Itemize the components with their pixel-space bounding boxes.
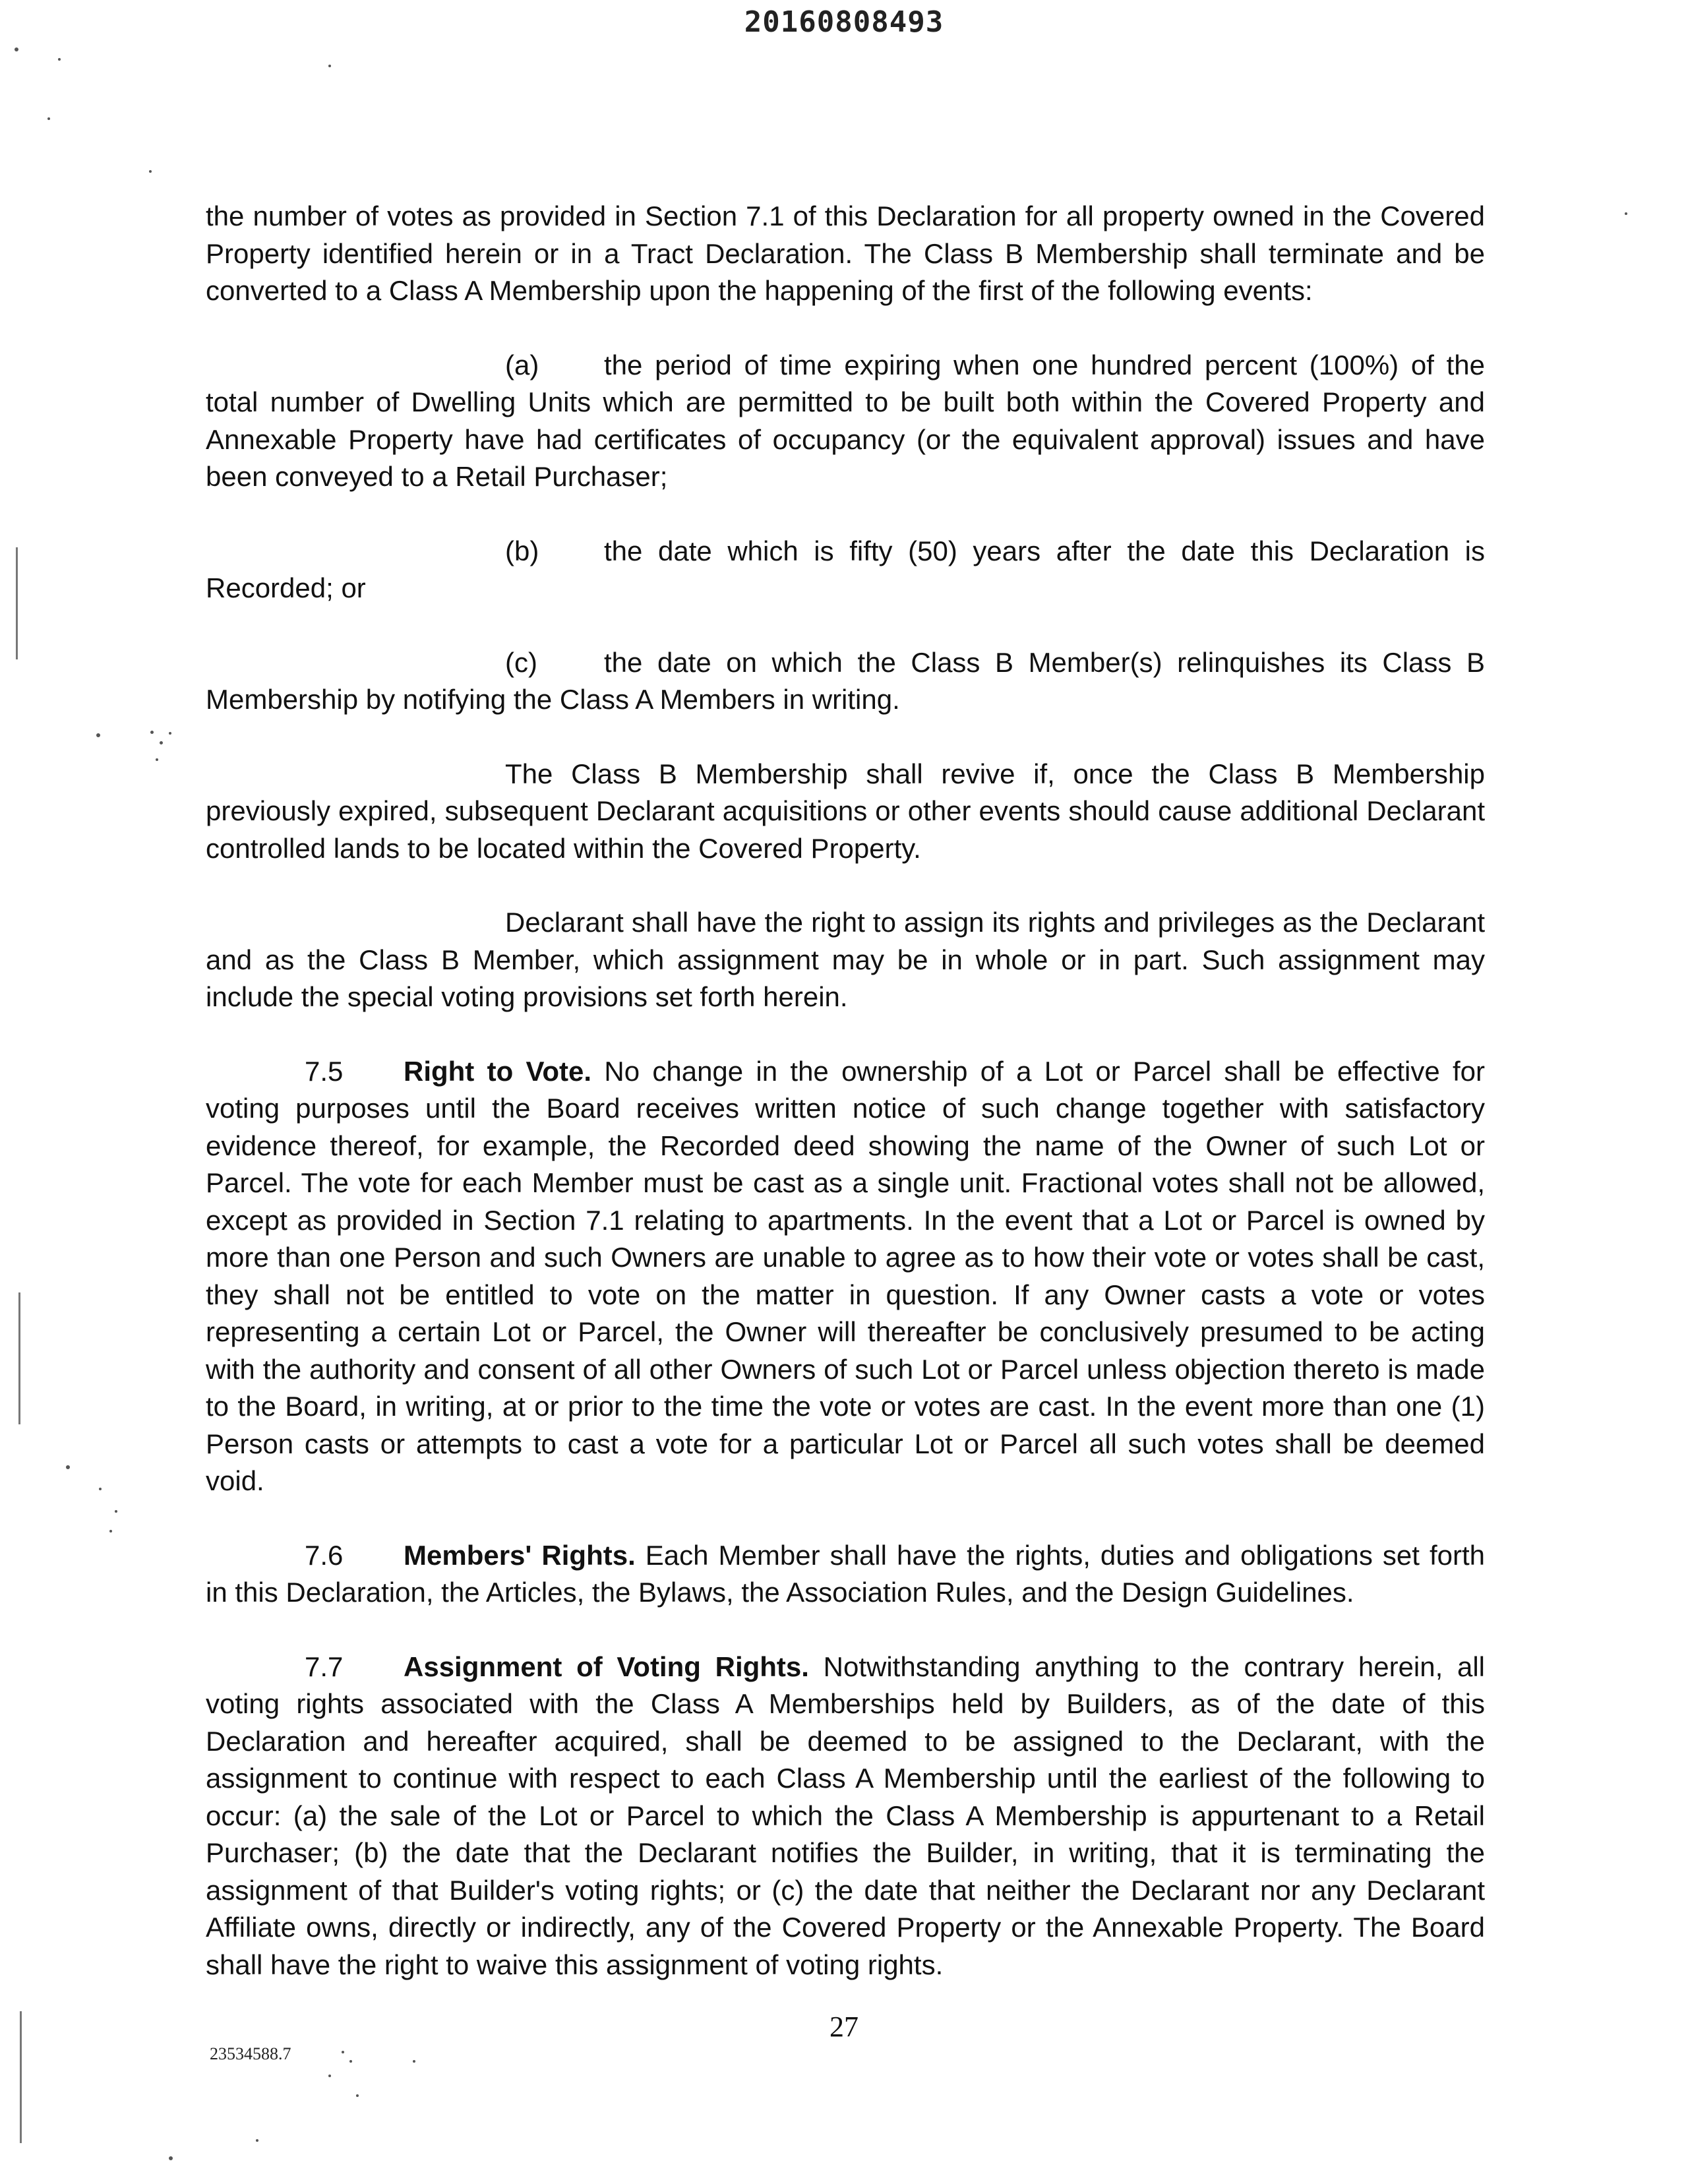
document-id: 23534588.7 — [210, 2044, 291, 2063]
section-heading: Right to Vote. — [404, 1055, 592, 1087]
section-7-5 — [206, 1053, 1485, 1500]
scan-speck — [66, 1465, 70, 1469]
list-item-b — [206, 533, 1485, 570]
section-number: 7.7 — [305, 1651, 344, 1682]
scan-speck — [47, 117, 50, 120]
scan-speck — [99, 1488, 102, 1490]
scan-speck — [256, 2139, 258, 2142]
scan-speck — [160, 741, 163, 744]
scan-speck — [328, 2075, 331, 2077]
scan-speck — [109, 1530, 112, 1532]
scan-speck — [349, 2060, 352, 2063]
scan-speck — [150, 731, 154, 734]
scan-speck — [356, 2094, 359, 2097]
paragraph-continuation: the number of votes as provided in Section 7.1 of this Declaration for all property owned in the Covered Property identified herein or in a Tract Declaration. The Class B Membership shall terminate and be converted to a Class A Membership upon the happening of the first of the following events: — [206, 200, 1485, 306]
recording-number: 20160808493 — [744, 5, 944, 39]
scan-edge-mark — [16, 547, 18, 659]
section-heading: Members' Rights. — [404, 1539, 636, 1571]
scan-edge-mark — [18, 1292, 20, 1424]
scan-speck — [96, 733, 100, 737]
scan-speck — [15, 47, 18, 51]
list-item-a — [206, 347, 1485, 496]
scan-speck — [156, 758, 158, 761]
scan-speck — [328, 65, 331, 67]
section-heading: Assignment of Voting Rights. — [404, 1651, 809, 1682]
document-body — [206, 198, 1485, 1984]
scan-speck — [169, 732, 171, 735]
scan-speck — [342, 2051, 344, 2053]
scan-speck — [149, 170, 152, 173]
scan-edge-mark — [20, 2011, 22, 2143]
section-number: 7.5 — [305, 1055, 344, 1087]
list-item-b-continuation: Recorded; or — [206, 572, 366, 603]
paragraph-revive: The Class B Membership shall revive if, once the Class B Membership previously expired, subsequent Declarant acquisitions or other events should cause additional Declarant controlled lands to be located within the Covered Property. — [206, 758, 1485, 864]
section-text: Notwithstanding anything to the contrary herein, all voting rights associated with the Class A Memberships held by Builders, as of the date of this Declaration and hereafter acquired, shall be deemed to be assigned to the Declarant, with the assignment to continue with respect to each Class A Membership until the earliest of the following to occur: (a) the sale of the Lot or Parcel to which the Class A Membership is appurtenant to a Retail Purchaser; (b) the date that the Declarant notifies the Builder, in writing, that it is terminating the assignment of that Builder's voting rights; or (c) the date that neither the Declarant nor any Declarant Affiliate owns, directly or indirectly, any of the Covered Property or the Annexable Property. The Board shall have the right to waive this assignment of voting rights. — [206, 1651, 1485, 1980]
scan-speck — [1625, 212, 1627, 215]
item-text-b: the date which is fifty (50) years after the date this Declaration is — [604, 535, 1485, 566]
scan-speck — [58, 58, 61, 61]
scan-speck — [169, 2156, 173, 2160]
paragraph-assignment: Declarant shall have the right to assign its rights and privileges as the Declarant and as the Class B Member, which assignment may be in whole or in part. Such assignment may include the special voting provisions set forth herein. — [206, 907, 1485, 1012]
item-text-a: the period of time expiring when one hundred percent (100%) of the total number of Dwelling Units which are permitted to be built both within the Covered Property and Annexable Property have had certificates of occupancy (or the equivalent approval) issues and have been conveyed to a Retail Purchaser; — [206, 349, 1485, 492]
list-item-c — [206, 644, 1485, 719]
item-label-c: (c) — [505, 646, 537, 678]
scan-speck — [413, 2060, 415, 2063]
scan-speck — [115, 1510, 117, 1513]
item-text-c: the date on which the Class B Member(s) relinquishes its Class B Membership by notifying the Class A Members in writing. — [206, 646, 1485, 715]
section-7-7 — [206, 1649, 1485, 1984]
item-label-a: (a) — [505, 349, 539, 380]
section-text: Each Member shall have the rights, duties and obligations set forth in this Declaration, the Articles, the Bylaws, the Association Rules, and the Design Guidelines. — [206, 1539, 1486, 1608]
section-number: 7.6 — [305, 1539, 344, 1571]
page-number: 27 — [829, 2011, 859, 2043]
section-7-6 — [206, 1537, 1485, 1612]
item-label-b: (b) — [505, 535, 539, 566]
section-text: No change in the ownership of a Lot or Parcel shall be effective for voting purposes until the Board receives written notice of such change together with satisfactory evidence thereof, for example, the Recorded deed showing the name of the Owner of such Lot or Parcel. The vote for each Member must be cast as a single unit. Fractional votes shall not be allowed, except as provided in Section 7.1 relating to apartments. In the event that a Lot or Parcel is owned by more than one Person and such Owners are unable to agree as to how their vote or votes shall be cast, they shall not be entitled to vote on the matter in question. If any Owner casts a vote or votes representing a certain Lot or Parcel, the Owner will thereafter be conclusively presumed to be acting with the authority and consent of all other Owners of such Lot or Parcel unless objection thereto is made to the Board, in writing, at or prior to the time the vote or votes are cast. In the event more than one (1) Person casts or attempts to cast a vote for a particular Lot or Parcel all such votes shall be deemed void. — [206, 1055, 1486, 1496]
